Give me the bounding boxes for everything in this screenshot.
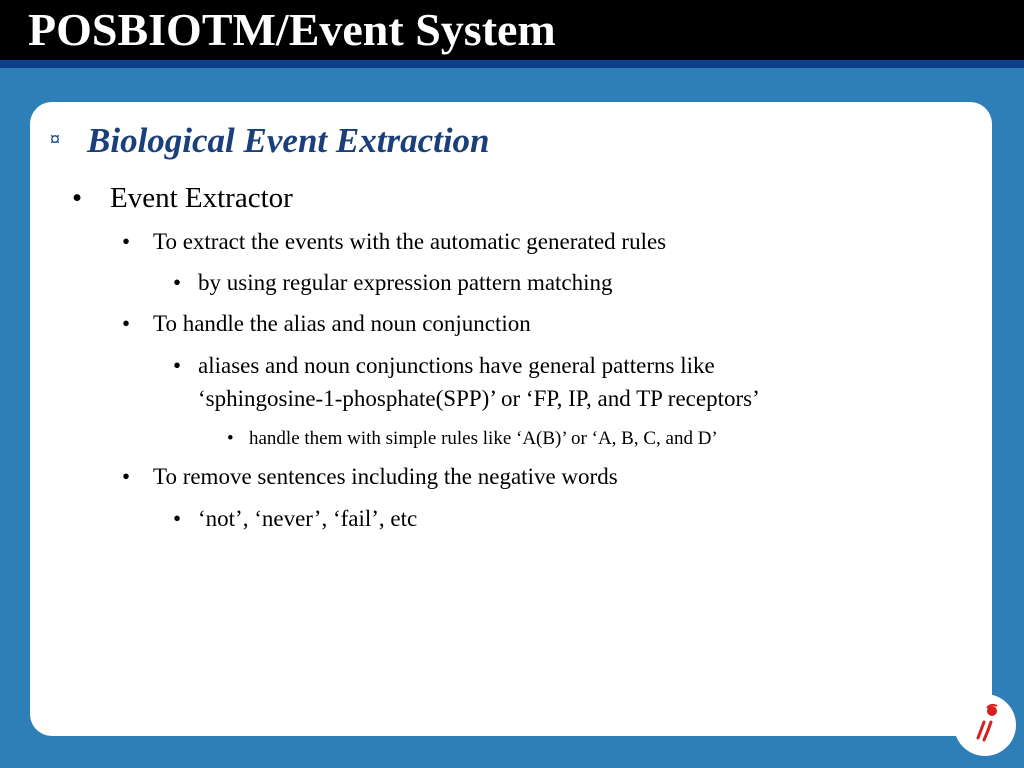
bullet-text: Event Extractor: [110, 182, 293, 214]
bullet-text: by using regular expression pattern matching: [198, 270, 613, 295]
bullet-icon: •: [173, 506, 182, 531]
logo: [954, 694, 1016, 756]
red-script-logo-icon: [954, 694, 1016, 756]
title-underline: [0, 60, 1024, 68]
bullet-icon: •: [227, 428, 234, 449]
bullet-text: To extract the events with the automatic generated rules: [153, 229, 667, 254]
bullet-text: To remove sentences including the negative words: [153, 464, 618, 489]
content-panel: [30, 102, 992, 736]
bullet-text: To handle the alias and noun conjunction: [153, 311, 531, 336]
bullet-icon: •: [173, 353, 182, 378]
bullet-text: handle them with simple rules like ‘A(B)’ or ‘A, B, C, and D’: [249, 428, 718, 449]
slide-title: POSBIOTM/Event System: [28, 4, 556, 55]
bullet-text: ‘not’, ‘never’, ‘fail’, etc: [198, 506, 418, 531]
bullet-icon: •: [122, 311, 131, 336]
bullet-icon: •: [122, 229, 131, 254]
bullet-icon: •: [72, 182, 83, 214]
bullet-icon: •: [173, 270, 182, 295]
heading-bullet-icon: ¤: [50, 129, 60, 151]
bullet-icon: •: [122, 464, 131, 489]
heading-text: Biological Event Extraction: [87, 121, 490, 160]
bullet-text: ‘sphingosine-1-phosphate(SPP)’ or ‘FP, IP, and TP receptors’: [198, 386, 760, 411]
bullet-text: aliases and noun conjunctions have general patterns like: [198, 353, 715, 378]
